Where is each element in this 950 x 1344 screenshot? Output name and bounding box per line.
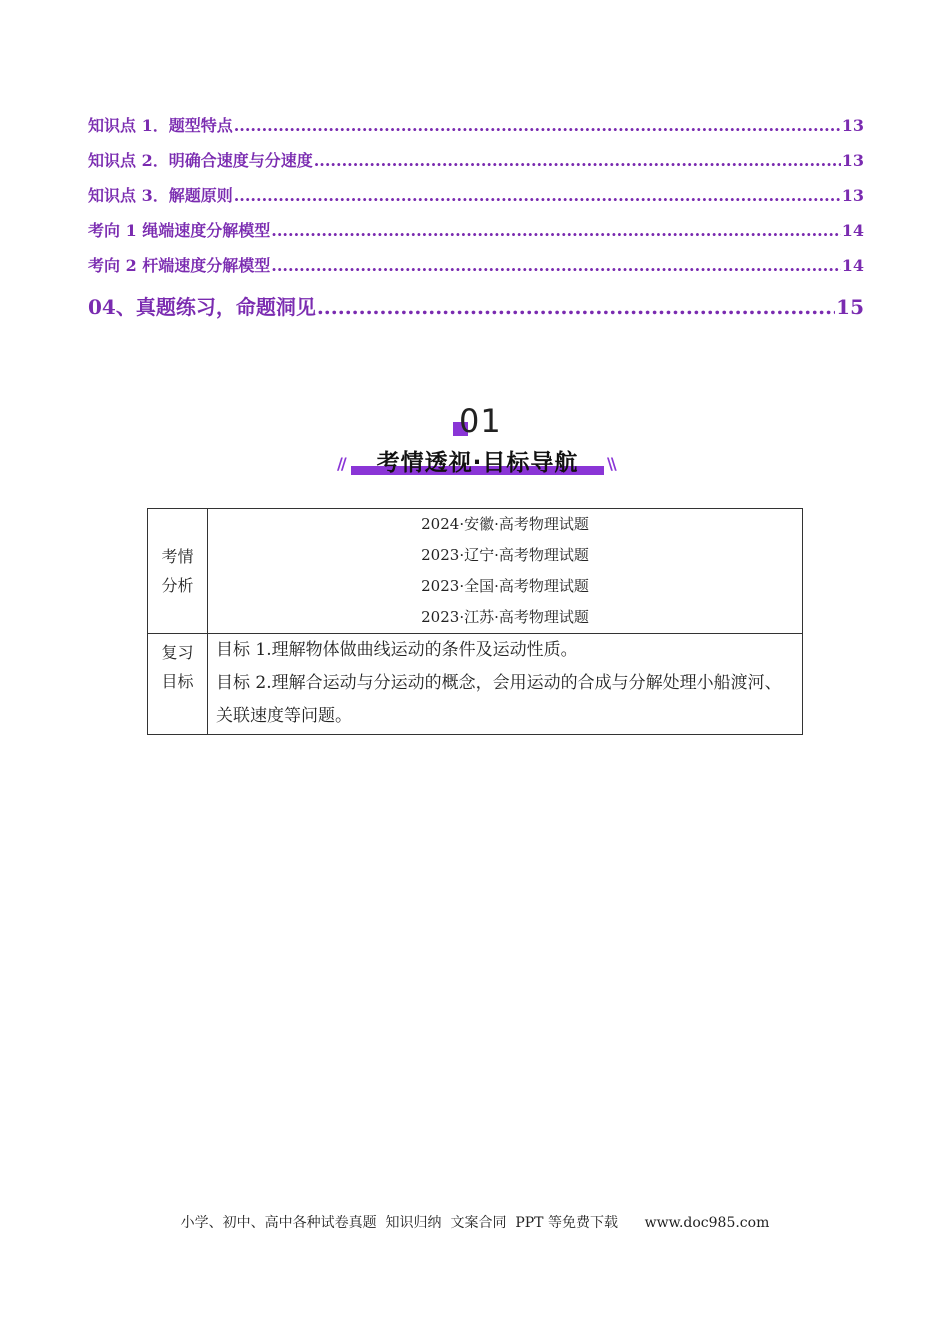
toc-entry-page: 13 — [841, 186, 864, 205]
toc-entry[interactable] — [88, 252, 864, 287]
exam-analysis-table — [147, 508, 803, 735]
toc-entry-title: 考向 2 杆端速度分解模型 — [88, 256, 271, 275]
toc-entry[interactable] — [88, 182, 864, 217]
analysis-label-cell — [148, 509, 208, 634]
toc-leader-dots — [271, 217, 840, 245]
slash-decoration-right: \\ — [607, 454, 615, 473]
toc-entry-page: 14 — [841, 256, 864, 275]
goal-item: 目标 1.理解物体做曲线运动的条件及运动性质。 — [216, 640, 578, 660]
table-of-contents — [88, 112, 864, 329]
review-label-line1: 复习 — [161, 643, 194, 662]
toc-entry-page: 13 — [841, 151, 864, 170]
analysis-label-line2: 分析 — [161, 576, 194, 595]
analysis-item: 2023·全国·高考物理试题 — [421, 577, 589, 595]
analysis-item: 2023·江苏·高考物理试题 — [421, 608, 589, 626]
toc-entry-page: 13 — [841, 116, 864, 135]
toc-entry[interactable] — [88, 217, 864, 252]
toc-entry[interactable] — [88, 147, 864, 182]
toc-entry-title: 知识点 3．解题原则 — [88, 186, 233, 205]
toc-entry-page: 14 — [841, 221, 864, 240]
toc-main-entry-page: 15 — [836, 295, 864, 319]
toc-leader-dots — [271, 252, 840, 280]
review-label-cell — [148, 634, 208, 735]
analysis-label-line1: 考情 — [161, 547, 194, 566]
toc-entry[interactable] — [88, 112, 864, 147]
table-row — [148, 509, 803, 634]
toc-entry-title: 考向 1 绳端速度分解模型 — [88, 221, 271, 240]
section-number: 01 — [459, 402, 502, 440]
review-label-line2: 目标 — [161, 672, 194, 691]
goal-item: 目标 2.理解合运动与分运动的概念，会用运动的合成与分解处理小船渡河、关联速度等问题。 — [216, 673, 782, 726]
analysis-item: 2023·辽宁·高考物理试题 — [421, 546, 589, 564]
toc-entry-title: 知识点 2．明确合速度与分速度 — [88, 151, 313, 170]
analysis-content-cell — [208, 509, 803, 634]
review-goals-cell — [208, 634, 803, 735]
section-title: 考情透视·目标导航 — [376, 450, 579, 476]
section-heading — [335, 400, 620, 480]
toc-main-entry-title: 04、真题练习，命题洞见 — [88, 295, 316, 319]
toc-leader-dots — [234, 182, 841, 210]
toc-leader-dots — [234, 112, 841, 140]
page-footer: 小学、初中、高中各种试卷真题 知识归纳 文案合同 PPT 等免费下载 www.doc985.com — [180, 1215, 770, 1231]
toc-leader-dots — [317, 289, 835, 325]
toc-main-entry[interactable] — [88, 289, 864, 329]
toc-entry-title: 知识点 1．题型特点 — [88, 116, 233, 135]
analysis-item: 2024·安徽·高考物理试题 — [421, 515, 589, 533]
table-row — [148, 634, 803, 735]
slash-decoration-left: // — [337, 454, 345, 473]
toc-leader-dots — [314, 147, 841, 175]
